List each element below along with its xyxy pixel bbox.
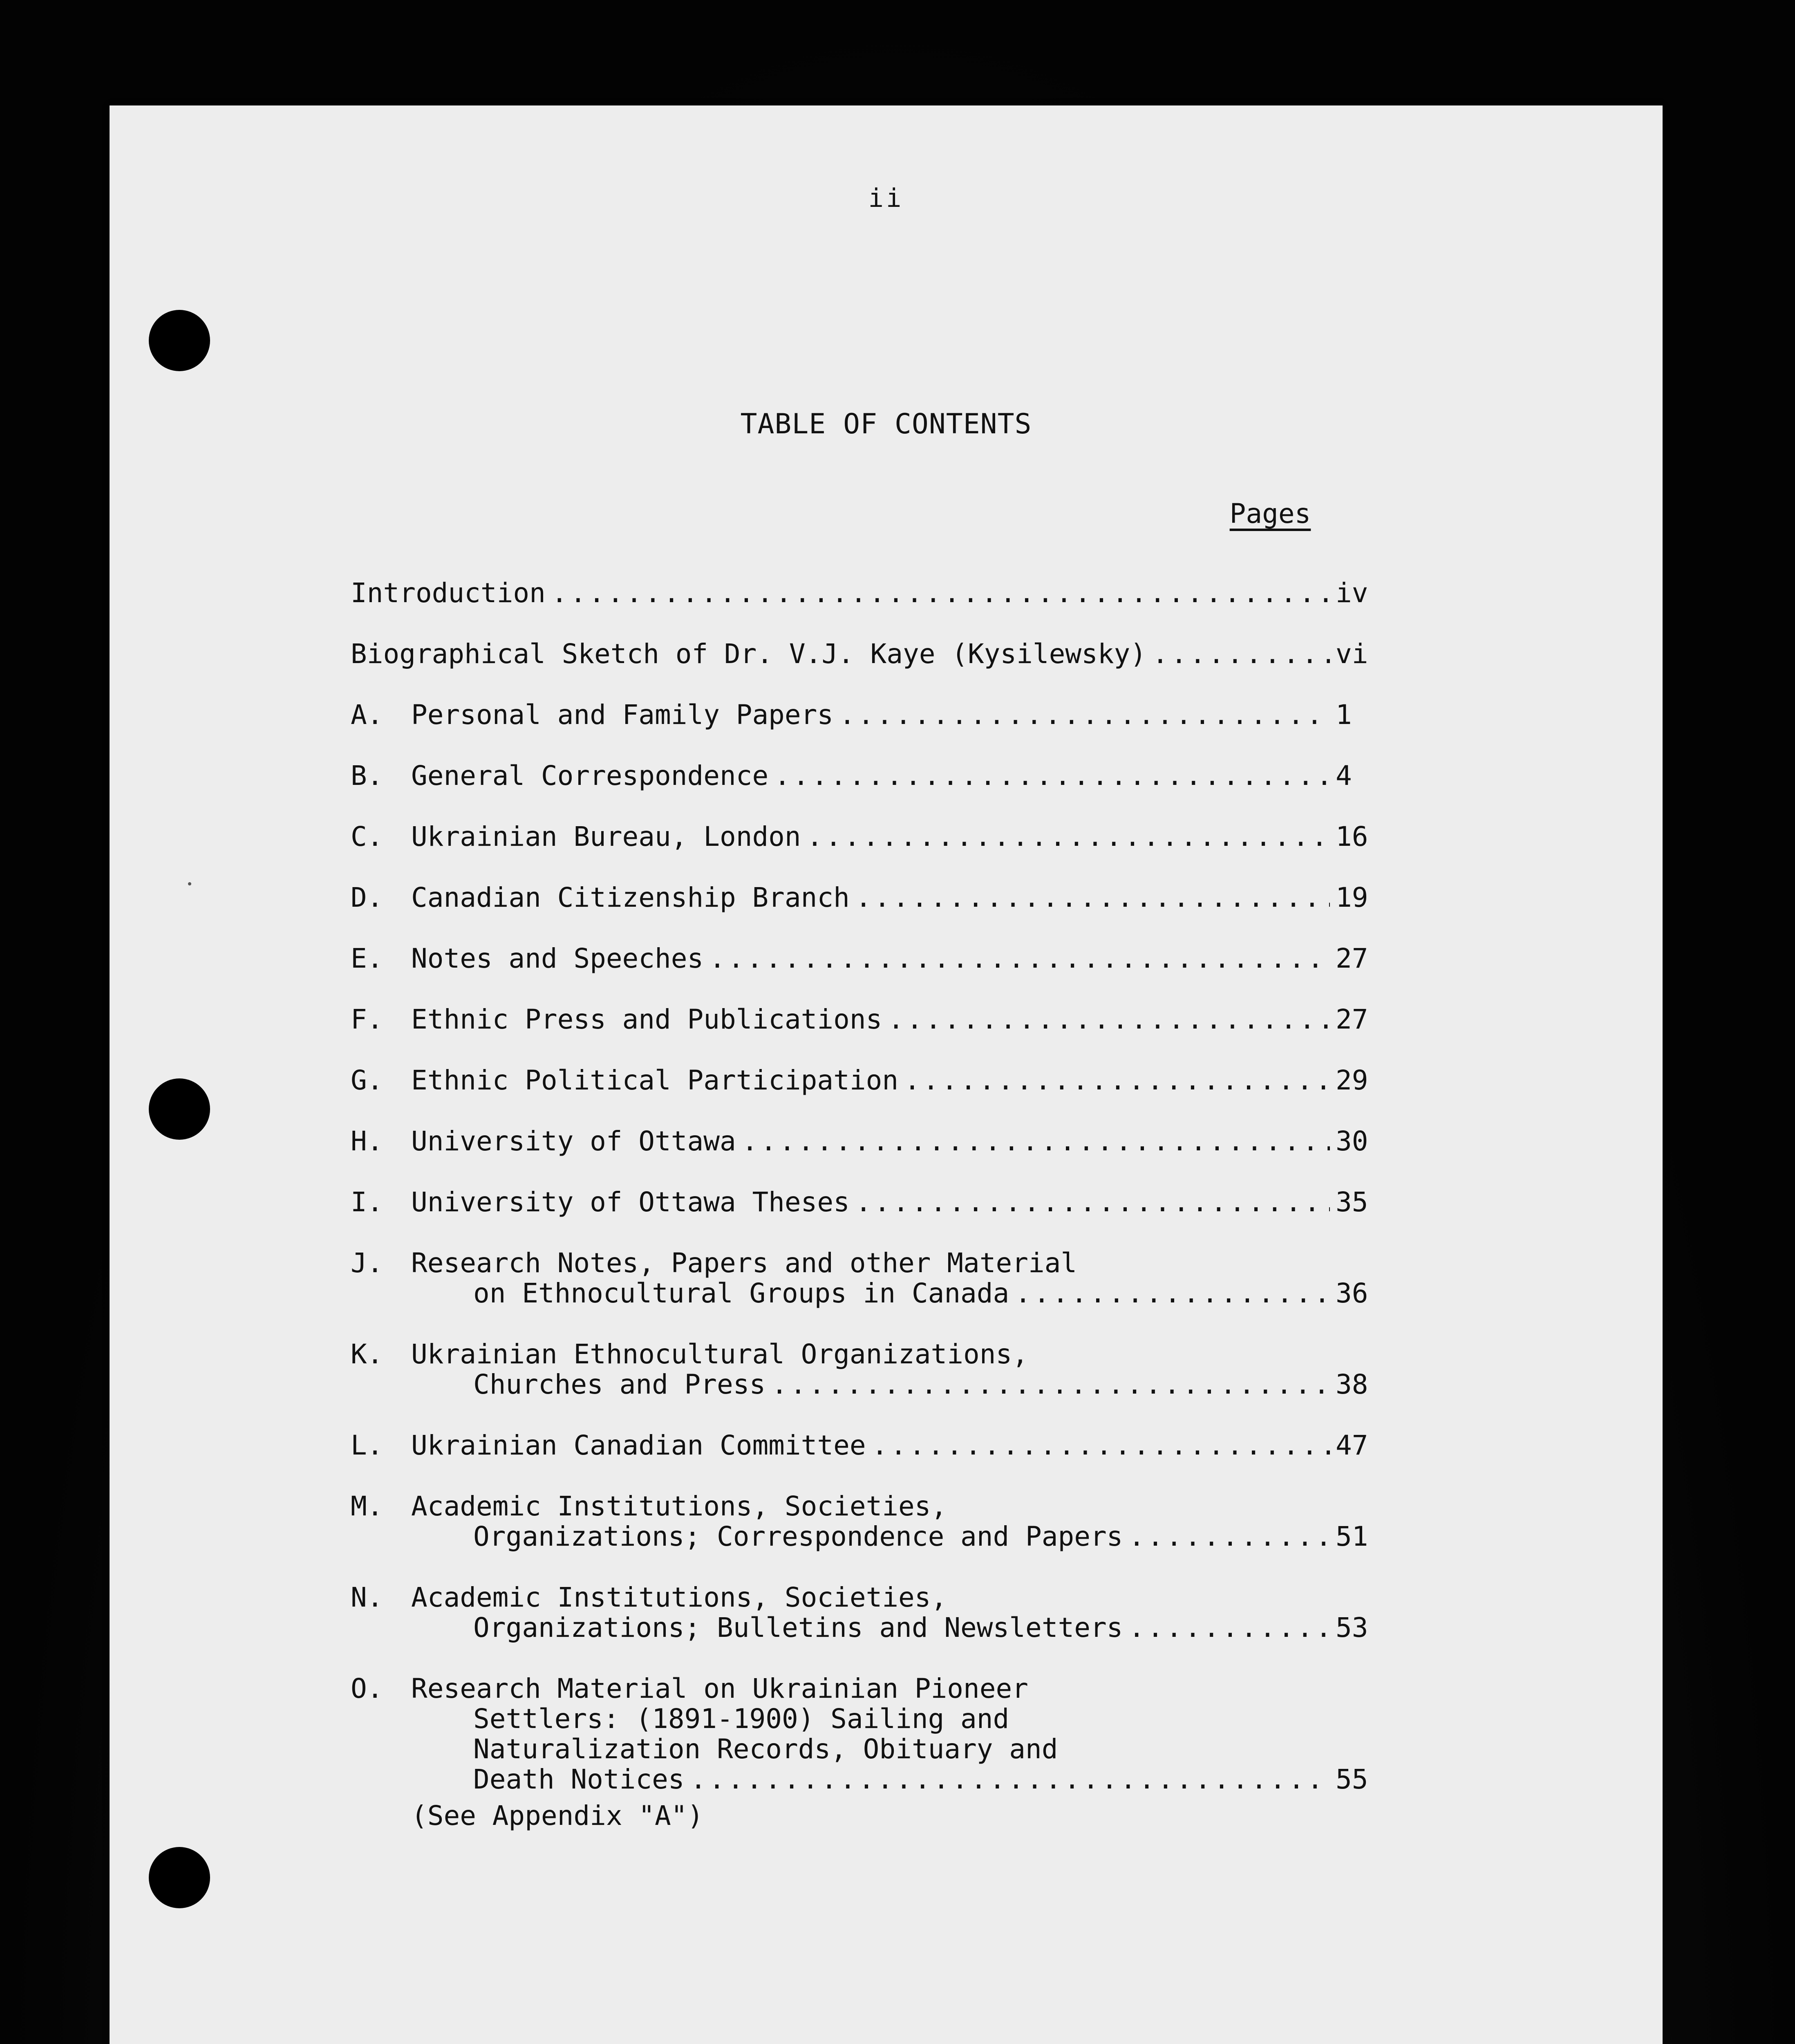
toc-entry (351, 1187, 1385, 1217)
toc-entry-body (411, 1674, 1385, 1795)
toc-entry (351, 1004, 1385, 1035)
toc-entry-page: 36 (1336, 1278, 1368, 1309)
toc-entry-page: 27 (1336, 943, 1368, 974)
page-title: TABLE OF CONTENTS (740, 408, 1032, 440)
toc-entry-letter: H. (351, 1125, 383, 1157)
toc-entry (351, 1430, 1385, 1461)
toc-entry (351, 1248, 1385, 1309)
toc-entry (351, 1339, 1385, 1400)
toc-entry-title: Introduction (351, 577, 546, 609)
toc-entry-body (411, 1430, 1385, 1461)
dot-leader (807, 822, 1330, 852)
toc-entry-title: Biographical Sketch of Dr. V.J. Kaye (Kysilewsky) (351, 638, 1147, 670)
punch-hole-middle (149, 1078, 210, 1140)
toc-entry-letter: E. (351, 943, 383, 974)
toc-entry (351, 1065, 1385, 1096)
toc-entry-line: Academic Institutions, Societies, (411, 1490, 947, 1522)
toc-entry-body (411, 1582, 1385, 1643)
toc-entry-letter: I. (351, 1186, 383, 1218)
toc-entry-final-line (411, 1126, 1385, 1156)
toc-entry-title: Personal and Family Papers (411, 699, 834, 731)
toc-entry-page: 1 (1336, 699, 1352, 731)
dot-leader (872, 1430, 1330, 1461)
toc-entry-body (411, 761, 1385, 791)
toc-entry-body (411, 1248, 1385, 1309)
toc-entry-page: 27 (1336, 1004, 1368, 1035)
toc-entry-page: 47 (1336, 1430, 1368, 1461)
toc-entry-letter: K. (351, 1338, 383, 1370)
toc-entry (351, 883, 1385, 913)
toc-entry-final-line (351, 578, 1385, 608)
toc-entry-final-line (411, 700, 1385, 730)
table-of-contents (351, 578, 1385, 1831)
toc-entry-letter: O. (351, 1673, 383, 1704)
toc-entry-final-line (411, 1187, 1385, 1217)
toc-entry-title: University of Ottawa Theses (411, 1186, 850, 1218)
toc-entry-final-line (411, 1522, 1385, 1552)
toc-entry-title: Churches and Press (473, 1369, 766, 1400)
toc-entry-final-line (411, 944, 1385, 974)
toc-entry-letter: A. (351, 699, 383, 731)
toc-entry-letter: N. (351, 1582, 383, 1613)
toc-entry-page: 53 (1336, 1612, 1368, 1643)
toc-entry (351, 1126, 1385, 1156)
toc-entry (351, 578, 1385, 608)
dot-leader (771, 1369, 1330, 1400)
toc-entry-final-line (411, 1764, 1385, 1795)
toc-entry-line: Research Notes, Papers and other Material (411, 1247, 1077, 1279)
toc-entry-body (411, 944, 1385, 974)
toc-entry (351, 822, 1385, 852)
toc-entry-title: Organizations; Bulletins and Newsletters (473, 1612, 1123, 1643)
toc-entry-page: 35 (1336, 1186, 1368, 1218)
toc-entry-page: 30 (1336, 1125, 1368, 1157)
toc-entry-letter: M. (351, 1490, 383, 1522)
toc-entry-body (351, 639, 1385, 669)
toc-entry-final-line (351, 639, 1385, 669)
dot-leader (904, 1065, 1330, 1096)
toc-entry-letter: F. (351, 1004, 383, 1035)
toc-entry-title: Ukrainian Bureau, London (411, 821, 801, 852)
toc-entry-final-line (411, 883, 1385, 913)
dot-leader (774, 761, 1330, 791)
dot-leader (839, 700, 1330, 730)
toc-entry-letter: C. (351, 821, 383, 852)
toc-entry-final-line (411, 1613, 1385, 1643)
toc-entry-body (411, 1491, 1385, 1552)
toc-entry-title: General Correspondence (411, 760, 769, 791)
toc-entry-final-line (411, 1369, 1385, 1400)
toc-entry-letter: D. (351, 882, 383, 913)
dot-leader (888, 1004, 1330, 1035)
toc-entry-title: Notes and Speeches (411, 943, 704, 974)
appendix-note: (See Appendix "A") (411, 1800, 704, 1831)
punch-hole-top (149, 310, 210, 371)
toc-entry-page: iv (1336, 577, 1368, 609)
toc-entry-page: 29 (1336, 1065, 1368, 1096)
pages-column-header: Pages (1229, 498, 1311, 529)
dot-leader (855, 1187, 1330, 1217)
toc-entry-letter: G. (351, 1065, 383, 1096)
toc-entry-title: Ethnic Political Participation (411, 1065, 899, 1096)
toc-entry-title: University of Ottawa (411, 1125, 736, 1157)
dot-leader (690, 1764, 1330, 1795)
document-page (110, 105, 1663, 2044)
toc-entry-final-line (411, 761, 1385, 791)
toc-entry-line: Ukrainian Ethnocultural Organizations, (411, 1338, 1028, 1370)
toc-entry-body (411, 1187, 1385, 1217)
dot-leader (855, 883, 1330, 913)
toc-entry-page: 55 (1336, 1764, 1368, 1795)
toc-entry-page: 51 (1336, 1521, 1368, 1552)
toc-entry (351, 761, 1385, 791)
dot-leader (1152, 639, 1330, 669)
punch-hole-bottom (149, 1847, 210, 1908)
dot-leader (1015, 1278, 1330, 1309)
toc-entry-body (351, 578, 1385, 608)
scan-speck (188, 882, 191, 885)
page-number: ii (868, 183, 904, 213)
toc-entry-title: Death Notices (473, 1764, 685, 1795)
toc-entry-page: vi (1336, 638, 1368, 670)
toc-entry-title: Organizations; Correspondence and Papers (473, 1521, 1123, 1552)
toc-entry-title: Ukrainian Canadian Committee (411, 1430, 866, 1461)
toc-entry-final-line (411, 1278, 1385, 1309)
toc-entry (351, 700, 1385, 730)
toc-entry-body (411, 1065, 1385, 1096)
toc-entry-final-line (411, 1004, 1385, 1035)
toc-entry-line: Settlers: (1891-1900) Sailing and (473, 1703, 1009, 1735)
dot-leader (1128, 1522, 1330, 1552)
toc-entry-line: Academic Institutions, Societies, (411, 1582, 947, 1613)
dot-leader (551, 578, 1330, 608)
toc-entry-page: 16 (1336, 821, 1368, 852)
toc-entry-title: on Ethnocultural Groups in Canada (473, 1278, 1009, 1309)
toc-entry-line: Research Material on Ukrainian Pioneer (411, 1673, 1028, 1704)
toc-entry-body (411, 700, 1385, 730)
dot-leader (709, 944, 1330, 974)
toc-entry (351, 1491, 1385, 1552)
toc-entry-final-line (411, 1065, 1385, 1096)
toc-entry-page: 4 (1336, 760, 1352, 791)
toc-entry-body (411, 1339, 1385, 1400)
dot-leader (742, 1126, 1330, 1156)
toc-entry-body (411, 822, 1385, 852)
toc-entry-final-line (411, 822, 1385, 852)
toc-entry-page: 38 (1336, 1369, 1368, 1400)
toc-entry (351, 944, 1385, 974)
toc-entry (351, 639, 1385, 669)
dot-leader (1128, 1613, 1330, 1643)
toc-entry-letter: L. (351, 1430, 383, 1461)
toc-entry-line: Naturalization Records, Obituary and (473, 1733, 1058, 1765)
toc-entry-final-line (411, 1430, 1385, 1461)
toc-entry-letter: B. (351, 760, 383, 791)
toc-entry-letter: J. (351, 1247, 383, 1279)
toc-entry-title: Ethnic Press and Publications (411, 1004, 882, 1035)
toc-entry-body (411, 1126, 1385, 1156)
toc-entry-title: Canadian Citizenship Branch (411, 882, 850, 913)
toc-entry-body (411, 883, 1385, 913)
toc-entry-page: 19 (1336, 882, 1368, 913)
toc-entry-body (411, 1004, 1385, 1035)
toc-entry (351, 1674, 1385, 1795)
toc-entry (351, 1582, 1385, 1643)
